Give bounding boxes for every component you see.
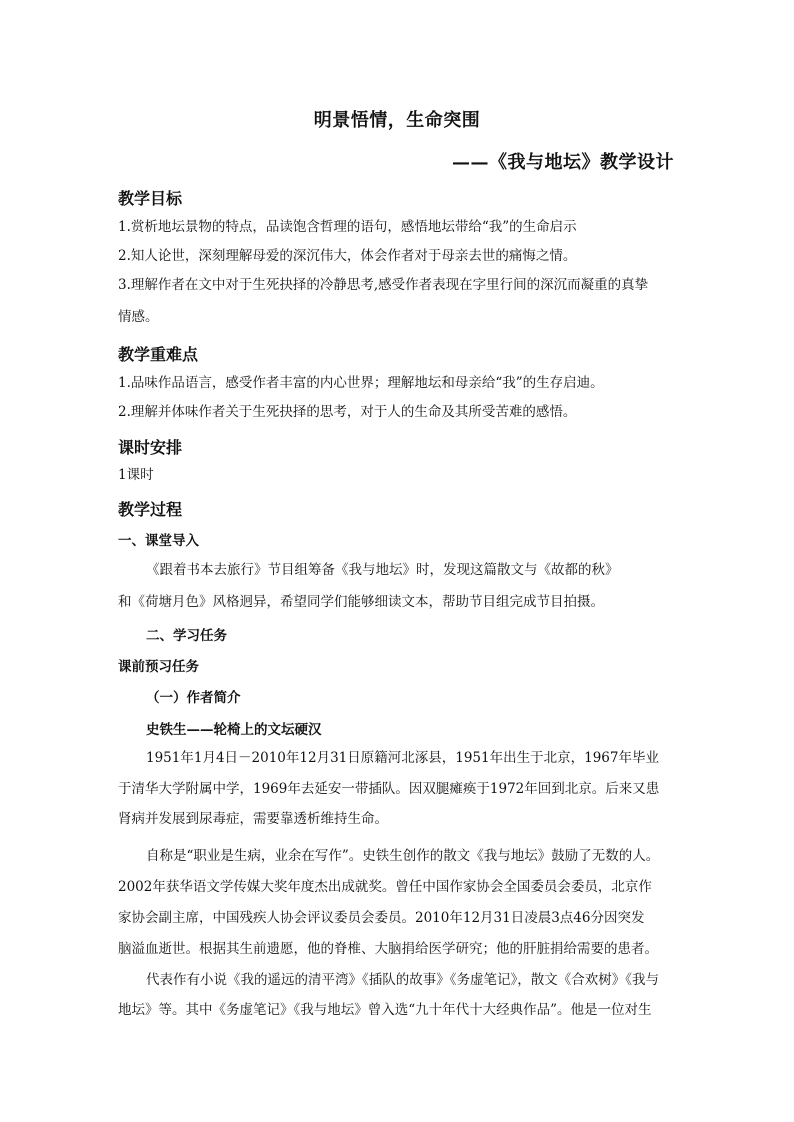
bio-line: 家协会副主席，中国残疾人协会评议委员会委员。2010年12月31日凌晨3点46分因突发 bbox=[118, 910, 645, 926]
part2-heading: 二、学习任务 bbox=[146, 628, 227, 644]
document-title: 明景悟情，生命突围 bbox=[313, 110, 481, 131]
bio-line: 自称是“职业是生病，业余在写作”。史铁生创作的散文《我与地坛》鼓励了无数的人。 bbox=[146, 848, 660, 864]
objective-item: 2.知人论世，深刻理解母爱的深沉伟大，体会作者对于母亲去世的痛悔之情。 bbox=[118, 248, 577, 264]
schedule-text: 1课时 bbox=[118, 467, 154, 483]
author-subheading: 史铁生——轮椅上的文坛硬汉 bbox=[146, 722, 322, 738]
bio-line: 1951年1月4日－2010年12月31日原籍河北涿县，1951年出生于北京，1967年毕业 bbox=[146, 750, 659, 766]
key-point-item: 1.品味作品语言，感受作者丰富的内心世界；理解地坛和母亲给“我”的生存启迪。 bbox=[118, 375, 604, 391]
part1-line: 和《荷塘月色》风格迥异，希望同学们能够细读文本，帮助节目组完成节目拍摄。 bbox=[118, 594, 604, 610]
author-heading: （一）作者简介 bbox=[146, 690, 241, 706]
key-point-item: 2.理解并体味作者关于生死抉择的思考，对于人的生命及其所受苦难的感悟。 bbox=[118, 404, 577, 420]
process-heading: 教学过程 bbox=[118, 500, 183, 519]
bio-line: 肾病并发展到尿毒症，需要靠透析维持生命。 bbox=[118, 811, 388, 827]
bio-line: 地坛》等。其中《务虚笔记》《我与地坛》曾入选“九十年代十大经典作品”。他是一位对生 bbox=[118, 1002, 652, 1018]
bio-line: 代表作有小说《我的遥远的清平湾》《插队的故事》《务虚笔记》，散文《合欢树》《我与 bbox=[146, 972, 659, 988]
objective-item: 情感。 bbox=[118, 309, 159, 325]
bio-line: 脑溢血逝世。根据其生前遗愿，他的脊椎、大脑捐给医学研究；他的肝脏捐给需要的患者。 bbox=[118, 941, 658, 957]
schedule-heading: 课时安排 bbox=[118, 438, 183, 457]
key-points-heading: 教学重难点 bbox=[118, 345, 199, 364]
bio-line: 于清华大学附属中学，1969年去延安一带插队。因双腿瘫痪于1972年回到北京。后来又患 bbox=[118, 781, 660, 797]
objective-item: 3.理解作者在文中对于生死抉择的冷静思考,感受作者表现在字里行间的深沉而凝重的真挚 bbox=[118, 277, 649, 293]
objectives-heading: 教学目标 bbox=[118, 189, 183, 208]
objective-item: 1.赏析地坛景物的特点，品读饱含哲理的语句，感悟地坛带给“我”的生命启示 bbox=[118, 219, 577, 235]
preview-heading: 课前预习任务 bbox=[118, 659, 199, 675]
part1-heading: 一、课堂导入 bbox=[118, 533, 199, 549]
document-subtitle: ——《我与地坛》教学设计 bbox=[452, 152, 674, 173]
bio-line: 2002年获华语文学传媒大奖年度杰出成就奖。曾任中国作家协会全国委员会委员，北京作 bbox=[118, 879, 652, 895]
part1-line: 《跟着书本去旅行》节目组筹备《我与地坛》时，发现这篇散文与《故都的秋》 bbox=[146, 562, 619, 578]
